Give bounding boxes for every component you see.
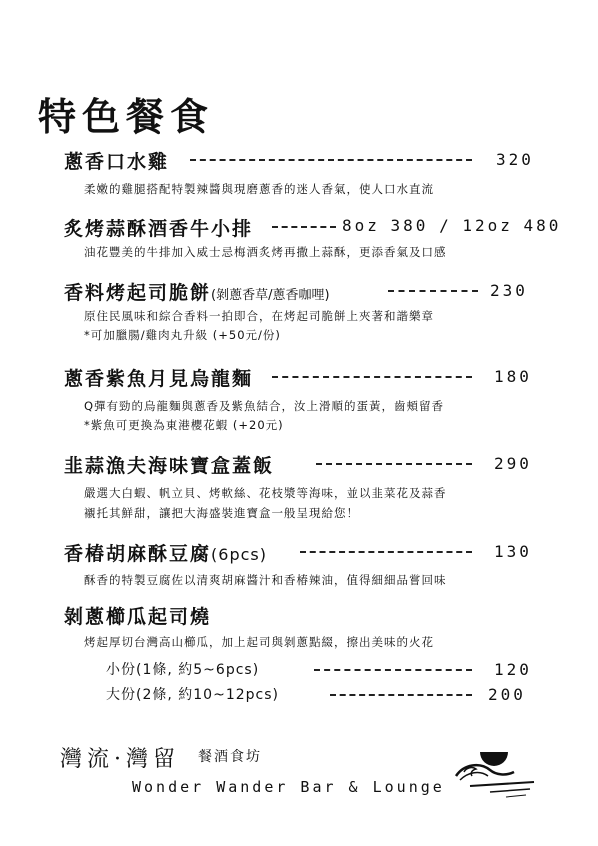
price-leader <box>314 669 472 671</box>
dish-price: 290 <box>494 454 532 473</box>
dish-name: 炙烤蒜酥酒香牛小排 <box>64 218 254 240</box>
dish-name: 韭蒜漁夫海味寶盒蓋飯 <box>64 455 275 477</box>
dish-price: 130 <box>494 542 532 561</box>
brand-name-chinese: 灣流·灣留 <box>60 747 180 772</box>
dish-name <box>64 539 267 566</box>
dish-price: 320 <box>496 150 534 169</box>
size-price-small: 120 <box>494 660 532 679</box>
dish-description: 烤起厚切台灣高山櫛瓜，加上起司與剝蔥點綴，擦出美味的火花 <box>84 635 434 649</box>
dish-price: 180 <box>494 367 532 386</box>
price-leader <box>388 290 478 292</box>
dish-addon: *紫魚可更換為東港櫻花蝦 (+20元) <box>84 418 284 432</box>
dish-description: 襯托其鮮甜，讓把大海盛裝進寶盒一般呈現給您！ <box>84 506 359 520</box>
dish-name <box>64 278 330 305</box>
dish-name-text: 香椿胡麻酥豆腐 <box>64 543 212 565</box>
price-leader <box>190 159 472 161</box>
price-leader <box>330 694 472 696</box>
dish-description: 油花豐美的牛排加入威士忌梅酒炙烤再撒上蒜酥，更添香氣及口感 <box>84 245 447 259</box>
dish-note: (6pcs) <box>211 545 267 564</box>
dish-name: 剝蔥櫛瓜起司燒 <box>64 606 212 628</box>
dish-name-text: 香料烤起司脆餅 <box>64 282 212 304</box>
dish-price: 8oz 380 / 12oz 480 <box>342 216 562 235</box>
dish-name: 蔥香紫魚月見烏龍麵 <box>64 368 254 390</box>
dish-name: 蔥香口水雞 <box>64 151 170 173</box>
size-option-large: 大份(2條, 約10~12pcs) <box>106 687 279 703</box>
price-leader <box>272 376 472 378</box>
dish-description: Q彈有勁的烏龍麵與蔥香及紫魚結合，汝上滑順的蛋黃，齒頰留香 <box>84 399 445 413</box>
page-title: 特色餐食 <box>38 94 215 139</box>
dish-note: (剝蔥香草/蔥香咖哩) <box>211 288 330 303</box>
size-price-large: 200 <box>488 685 526 704</box>
price-leader <box>272 226 336 228</box>
dish-price: 230 <box>490 281 528 300</box>
dish-description: 原住民風味和綜合香料一拍即合，在烤起司脆餅上夾著和諧樂章 <box>84 309 434 323</box>
size-option-small: 小份(1條, 約5~6pcs) <box>106 662 260 678</box>
price-leader <box>300 551 472 553</box>
dish-description: 酥香的特製豆腐佐以清爽胡麻醬汁和香椿辣油，值得細細品嘗回味 <box>84 573 447 587</box>
dish-description: 嚴選大白蝦、帆立貝、烤軟絲、花枝漿等海味，並以韭菜花及蒜香 <box>84 486 447 500</box>
brand-subtitle: 餐酒食坊 <box>198 749 262 765</box>
dish-description: 柔嫩的雞腿搭配特製辣醬與現磨蔥香的迷人香氣，使人口水直流 <box>84 182 434 196</box>
wave-moon-icon <box>450 742 540 802</box>
price-leader <box>316 463 472 465</box>
brand-name-english: Wonder Wander Bar & Lounge <box>132 778 445 796</box>
dish-addon: *可加臘腸/雞肉丸升級 (+50元/份) <box>84 328 281 342</box>
